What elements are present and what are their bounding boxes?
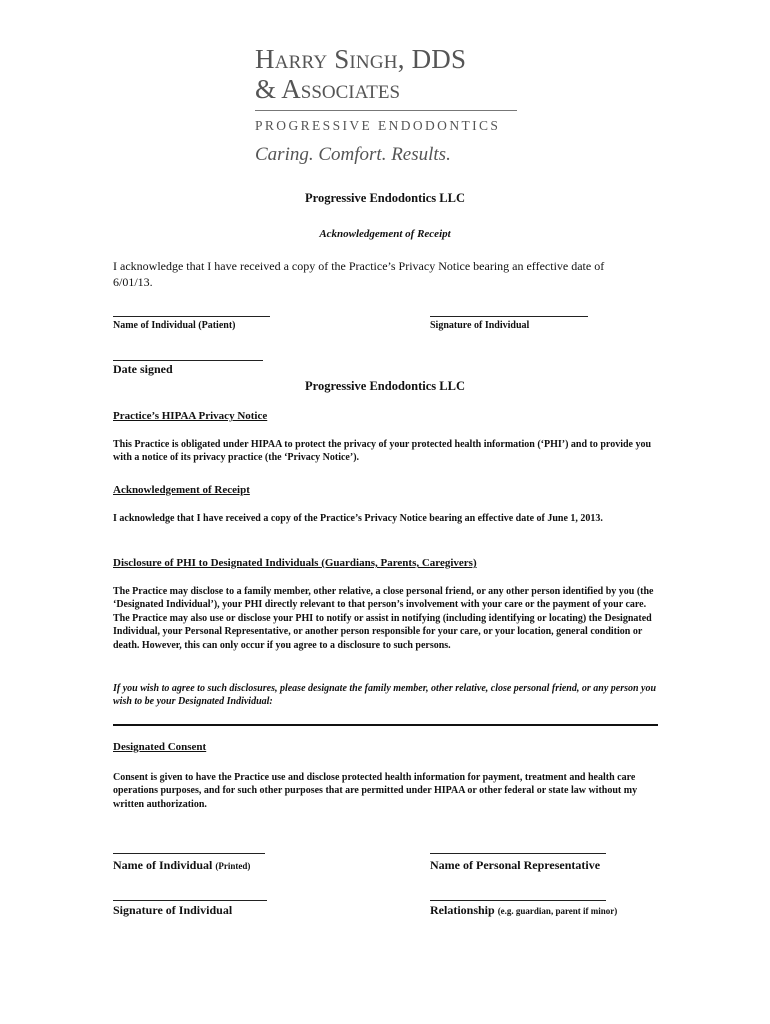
- patient-signature-label: Signature of Individual: [430, 320, 530, 331]
- logo-divider: [255, 110, 517, 111]
- receipt-statement-line1: I acknowledge that I have received a copy of the Practice’s Privacy Notice bearing an effective date of: [113, 259, 605, 273]
- document-subtitle: Acknowledgement of Receipt: [319, 228, 451, 240]
- individual-name-label: [113, 858, 250, 873]
- designated-consent-text: Consent is given to have the Practice use and disclose protected health information for payment, treatment and health care operations purposes, and for such other purposes that are permitted under HIPAA or other federal or state law without my written authorization.: [113, 772, 638, 810]
- logo-name-line: Harry Singh, DDS: [255, 44, 467, 74]
- individual-signature-line[interactable]: [113, 900, 267, 901]
- privacy-notice-text: This Practice is obligated under HIPAA to protect the privacy of your protected health information (‘PHI’) and to provide you with a notice of its privacy practice (the ‘Privacy Notice’).: [113, 439, 652, 464]
- patient-signature-line[interactable]: [430, 316, 588, 317]
- patient-name-line[interactable]: [113, 316, 270, 317]
- disclosure-instruction: If you wish to agree to such disclosures, please designate the family member, other relative, close personal friend, or any person you wish to be your Designated Individual:: [113, 683, 657, 708]
- disclosure-heading: Disclosure of PHI to Designated Individuals (Guardians, Parents, Caregivers): [113, 557, 477, 569]
- individual-signature-label: Signature of Individual: [113, 903, 233, 917]
- representative-name-line[interactable]: [430, 853, 606, 854]
- logo-tagline: Caring. Comfort. Results.: [255, 144, 451, 165]
- individual-name-label-text: Name of Individual: [113, 858, 213, 872]
- relationship-line[interactable]: [430, 900, 606, 901]
- practice-logo: [255, 44, 525, 165]
- individual-name-label-note: (Printed): [215, 861, 251, 871]
- acknowledgement-heading: Acknowledgement of Receipt: [113, 484, 250, 496]
- section-divider: [113, 724, 658, 726]
- logo-associates-line: & Associates: [255, 74, 401, 104]
- logo-subtitle: PROGRESSIVE ENDODONTICS: [255, 118, 501, 133]
- date-signed-label: Date signed: [113, 362, 173, 376]
- individual-name-line[interactable]: [113, 853, 265, 854]
- relationship-label-note: (e.g. guardian, parent if minor): [497, 906, 618, 916]
- disclosure-text: The Practice may disclose to a family member, other relative, a close personal friend, or any other person identified by you (the ‘Designated Individual’), your PHI directly relevant to that person’s involvement with your care or the payment of your care. The Practice may also use or disclose your PHI to notify or assist in notifying (including identifying or locating) the Designated Individual, your Personal Representative, or another person responsible for your care, or your location, general condition or death. However, this can only occur if you agree to a disclosure to such persons.: [113, 586, 654, 651]
- designated-consent-heading: Designated Consent: [113, 741, 207, 753]
- patient-name-label: Name of Individual (Patient): [113, 320, 236, 331]
- privacy-notice-heading: Practice’s HIPAA Privacy Notice: [113, 410, 268, 422]
- relationship-label: [430, 903, 617, 918]
- acknowledgement-text: I acknowledge that I have received a copy of the Practice’s Privacy Notice bearing an effective date of June 1, 2013.: [113, 513, 603, 524]
- relationship-label-text: Relationship: [430, 903, 495, 917]
- notice-title: Progressive Endodontics LLC: [305, 379, 465, 393]
- document-title: Progressive Endodontics LLC: [305, 191, 465, 205]
- date-signed-line[interactable]: [113, 360, 263, 361]
- receipt-statement-line2: 6/01/13.: [113, 275, 153, 289]
- representative-name-label: Name of Personal Representative: [430, 858, 601, 872]
